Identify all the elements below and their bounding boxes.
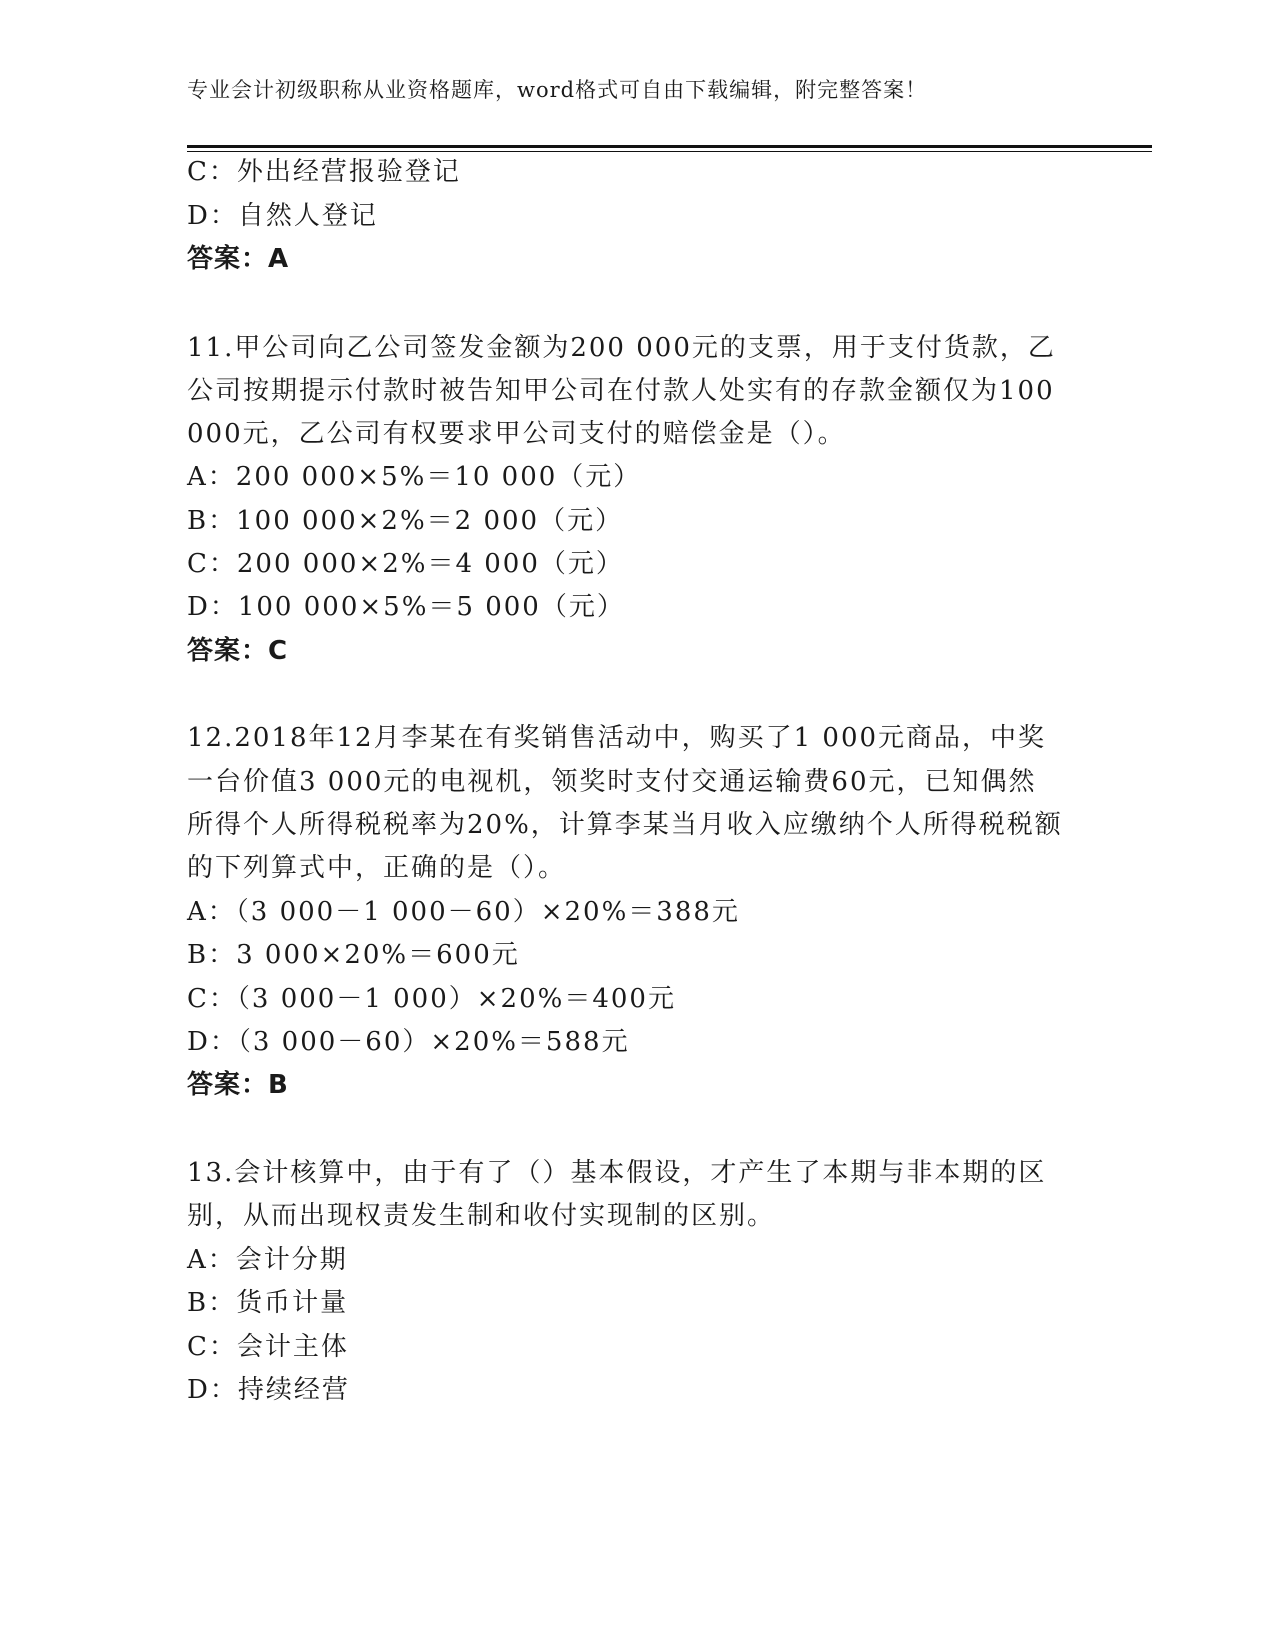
q11-stem-line-2: 公司按期提示付款时被告知甲公司在付款人处实有的存款金额仅为100 bbox=[187, 376, 1055, 406]
q12-stem-line-3: 所得个人所得税税率为20%，计算李某当月收入应缴纳个人所得税税额 bbox=[187, 810, 1063, 840]
q12-option-c: C：（3 000－1 000）×20%＝400元 bbox=[187, 984, 676, 1014]
header-rule-thick bbox=[187, 145, 1152, 148]
q11-option-c: C：200 000×2%＝4 000（元） bbox=[187, 549, 624, 579]
q13-option-b: B：货币计量 bbox=[187, 1288, 349, 1318]
q11-option-d: D：100 000×5%＝5 000（元） bbox=[187, 592, 625, 622]
q12-option-b: B：3 000×20%＝600元 bbox=[187, 940, 520, 970]
page-header: 专业会计初级职称从业资格题库，word格式可自由下载编辑，附完整答案！ bbox=[187, 78, 928, 102]
header-rule-thin bbox=[187, 151, 1152, 152]
q13-stem-line-2: 别，从而出现权责发生制和收付实现制的区别。 bbox=[187, 1201, 776, 1231]
q10-option-d: D：自然人登记 bbox=[187, 201, 378, 231]
q13-stem-line-1: 13.会计核算中，由于有了（）基本假设，才产生了本期与非本期的区 bbox=[187, 1158, 1047, 1188]
q11-option-b: B：100 000×2%＝2 000（元） bbox=[187, 506, 624, 536]
q13-option-a: A：会计分期 bbox=[187, 1245, 348, 1275]
q12-stem-line-2: 一台价值3 000元的电视机，领奖时支付交通运输费60元，已知偶然 bbox=[187, 767, 1037, 797]
q11-stem-line-3: 000元，乙公司有权要求甲公司支付的赔偿金是（）。 bbox=[187, 419, 846, 449]
q10-option-c: C：外出经营报验登记 bbox=[187, 157, 461, 187]
q11-option-a: A：200 000×5%＝10 000（元） bbox=[187, 462, 642, 492]
q13-option-c: C：会计主体 bbox=[187, 1332, 349, 1362]
q12-answer: 答案：B bbox=[187, 1070, 289, 1100]
q13-option-d: D：持续经营 bbox=[187, 1375, 350, 1405]
q12-stem-line-4: 的下列算式中，正确的是（）。 bbox=[187, 853, 567, 883]
q11-answer: 答案：C bbox=[187, 636, 289, 666]
q11-stem-line-1: 11.甲公司向乙公司签发金额为200 000元的支票，用于支付货款，乙 bbox=[187, 333, 1056, 363]
q12-option-d: D：（3 000－60）×20%＝588元 bbox=[187, 1027, 630, 1057]
q12-stem-line-1: 12.2018年12月李某在有奖销售活动中，购买了1 000元商品，中奖 bbox=[187, 723, 1047, 753]
q10-answer: 答案：A bbox=[187, 244, 290, 274]
q12-option-a: A：（3 000－1 000－60）×20%＝388元 bbox=[187, 897, 740, 927]
